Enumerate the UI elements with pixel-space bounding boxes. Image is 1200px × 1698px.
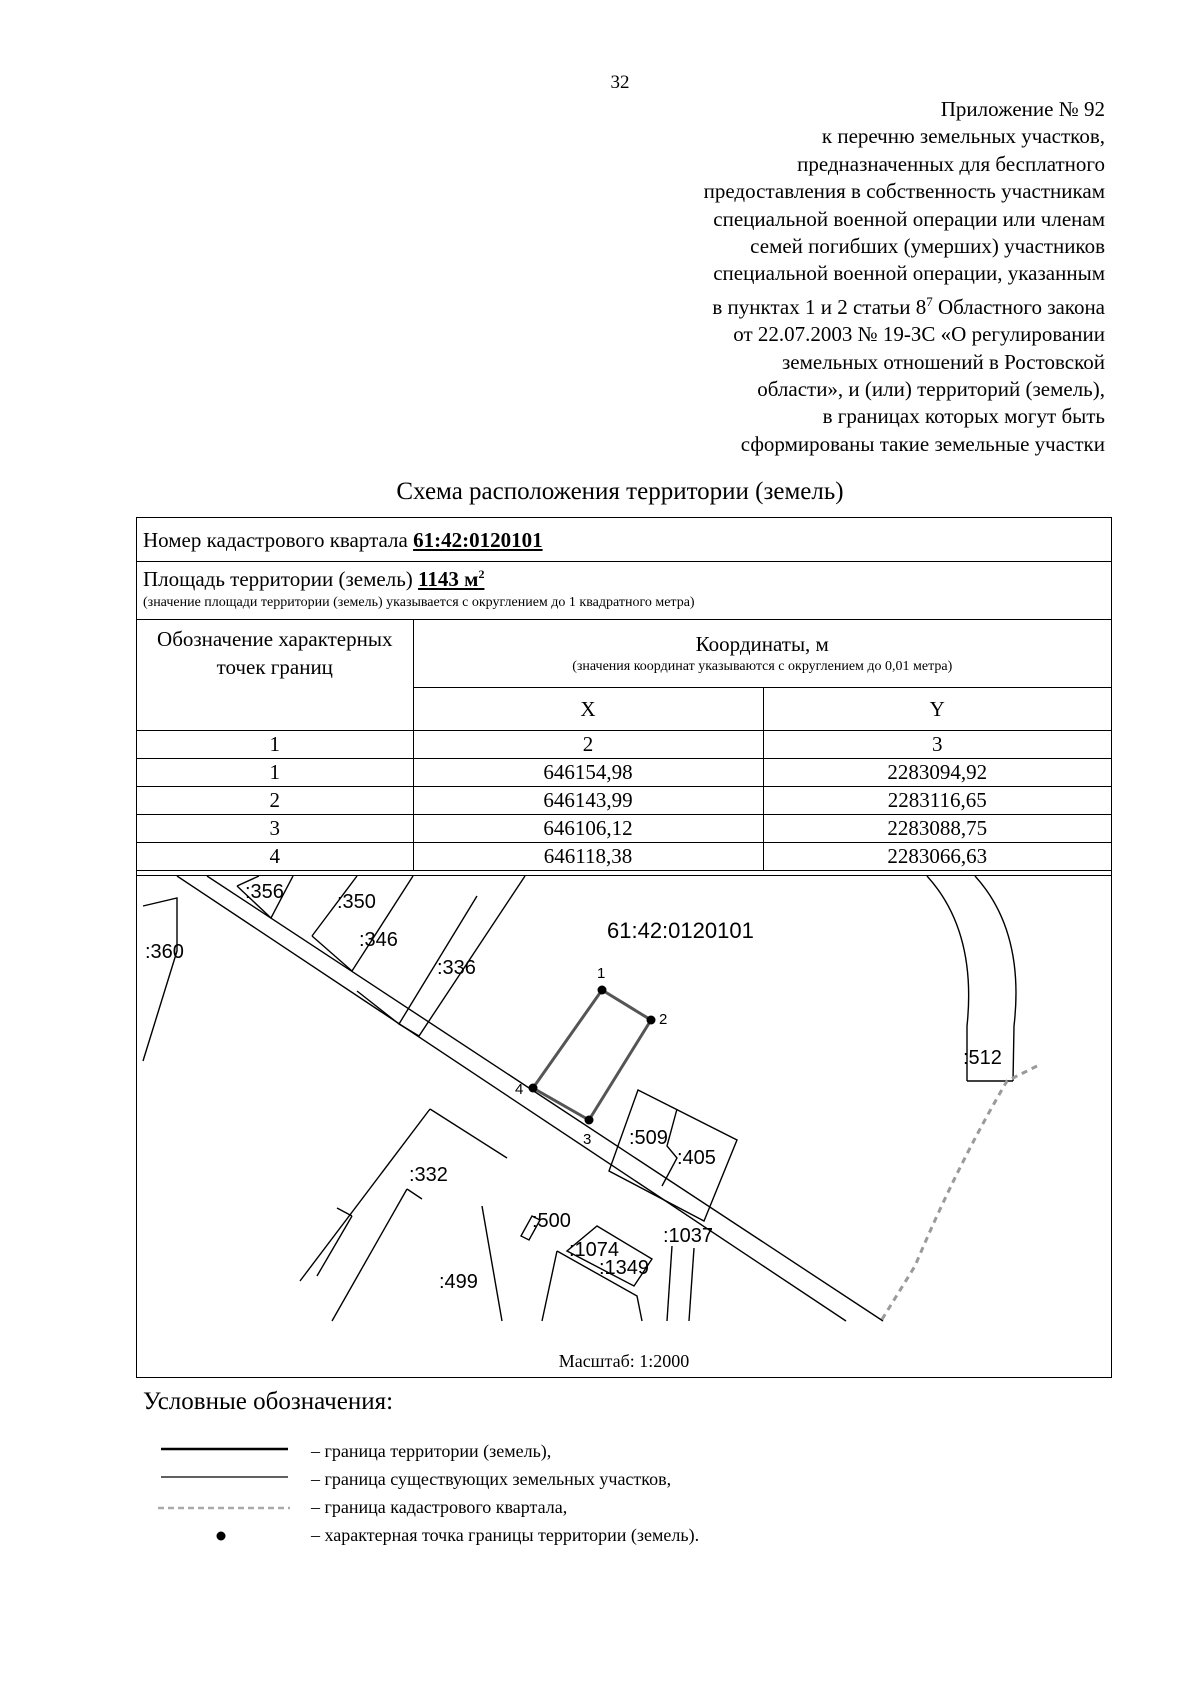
parcel-label: :356: [245, 881, 284, 903]
area-note: (значение площади территории (земель) указывается с округлением до 1 квадратного метра): [143, 595, 695, 610]
y-header: Y: [763, 688, 1111, 731]
appendix-line: Приложение № 92: [940, 97, 1105, 121]
point-label: 1: [597, 965, 606, 982]
cadastral-quarter-boundary: [881, 1066, 1037, 1321]
parcel-boundary: [542, 1251, 557, 1321]
parcel-label: :512: [963, 1047, 1002, 1069]
area-label: Площадь территории (земель): [143, 567, 413, 591]
parcel-360-boundary: [143, 898, 177, 1061]
page-number: 32: [610, 72, 630, 93]
point-label: 2: [659, 1011, 668, 1028]
coordinates-table: [137, 619, 1111, 871]
points-header: Обозначение характерных точек границ: [137, 619, 413, 731]
quarter-label: 61:42:0120101: [607, 918, 754, 943]
point-label: 3: [583, 1131, 592, 1148]
x-header: X: [413, 688, 763, 731]
appendix-line: специальной военной операции, указанным: [713, 261, 1105, 286]
appendix-line: земельных отношений в Ростовской: [781, 349, 1105, 374]
parcel-label: :360: [145, 941, 184, 963]
parcel-label: :509: [629, 1127, 668, 1149]
parcel-label: :1037: [663, 1225, 714, 1247]
boundary-point-2: [647, 1016, 656, 1025]
cadastral-row: [137, 518, 1111, 562]
boundary-point-3: [585, 1116, 594, 1125]
legend-item: – граница кадастрового квартала,: [155, 1494, 955, 1522]
parcel-boundary-symbol: [155, 1466, 290, 1494]
appendix-line: области», и (или) территорий (земель),: [757, 377, 1105, 402]
parcel-label: :500: [532, 1210, 571, 1232]
appendix-line: сформированы такие земельные участки: [740, 431, 1105, 456]
parcel-label: :332: [409, 1164, 448, 1186]
parcel-boundary: [399, 876, 525, 1036]
boundary-point-4: [529, 1084, 538, 1093]
parcel-332-boundary: [430, 1109, 507, 1158]
legend-item: – характерная точка границы территории (земель).: [155, 1522, 955, 1550]
cadastral-label: Номер кадастрового квартала: [143, 528, 408, 552]
parcel-1037-boundary: [689, 1248, 694, 1321]
map-scale: Масштаб: 1:2000: [558, 1351, 690, 1371]
parcel-1037-boundary: [667, 1246, 672, 1321]
scheme-title: Схема расположения территории (земель): [396, 478, 844, 505]
parcel-boundary: [482, 1206, 502, 1321]
point-label: 4: [515, 1081, 524, 1098]
table-row: 1 646154,98 2283094,92: [137, 759, 1111, 787]
legend-title: Условные обозначения:: [143, 1388, 394, 1415]
appendix-line: от 22.07.2003 № 19-ЗС «О регулировании: [733, 322, 1105, 347]
boundary-point-symbol: [155, 1522, 290, 1550]
parcel-label: :1074: [569, 1239, 620, 1261]
legend-item: – граница существующих земельных участков,: [155, 1466, 955, 1494]
appendix-line: в границах которых могут быть: [822, 404, 1105, 429]
legend-item: – граница территории (земель),: [155, 1438, 955, 1466]
territory-boundary-symbol: [155, 1438, 290, 1466]
appendix-line: предоставления в собственность участникам: [703, 179, 1105, 204]
appendix-line: специальной военной операции или членам: [713, 206, 1105, 231]
parcel-499-boundary: [337, 1208, 352, 1216]
appendix-line: предназначенных для бесплатного: [797, 151, 1105, 176]
area-value: 1143 $м^2$: [418, 567, 485, 591]
parcel-499-boundary: [407, 1189, 422, 1199]
parcel-label: :346: [359, 929, 398, 951]
cadastral-map: [137, 875, 1111, 1378]
parcel-499-boundary: [332, 1189, 407, 1321]
map-drawing: [137, 876, 1111, 1378]
parcel-332-boundary: [300, 1109, 430, 1281]
table-row: 2 646143,99 2283116,65: [137, 787, 1111, 815]
parcel-label: :350: [337, 891, 376, 913]
table-row: 4 646118,38 2283066,63: [137, 843, 1111, 871]
parcel-499-boundary: [317, 1216, 352, 1276]
parcel-label: :1349: [599, 1257, 650, 1279]
quarter-boundary-symbol: [155, 1494, 290, 1522]
coordinates-header: Координаты, м (значения координат указываются с округлением до 0,01 метра): [413, 619, 1111, 688]
appendix-line: к перечню земельных участков,: [821, 124, 1105, 149]
parcel-label: :336: [437, 957, 476, 979]
legend: [155, 1438, 955, 1550]
area-row: [137, 561, 1111, 620]
parcel-label: :405: [677, 1147, 716, 1169]
appendix-line: в пунктах 1 и 2 статьи $8^7$ Областного закона: [712, 293, 1105, 319]
boundary-point-1: [598, 986, 607, 995]
parcel-509-boundary: [609, 1090, 737, 1221]
territory-boundary: [533, 990, 651, 1120]
parcel-label: :499: [439, 1271, 478, 1293]
cadastral-number: 61:42:0120101: [413, 528, 543, 552]
appendix-line: семей погибших (умерших) участников: [750, 234, 1105, 259]
road-edge-line: [207, 876, 883, 1321]
numbering-row: 1 2 3: [137, 731, 1111, 759]
table-row: 3 646106,12 2283088,75: [137, 815, 1111, 843]
appendix-header: [545, 96, 1105, 458]
scheme-frame: [136, 517, 1112, 1378]
